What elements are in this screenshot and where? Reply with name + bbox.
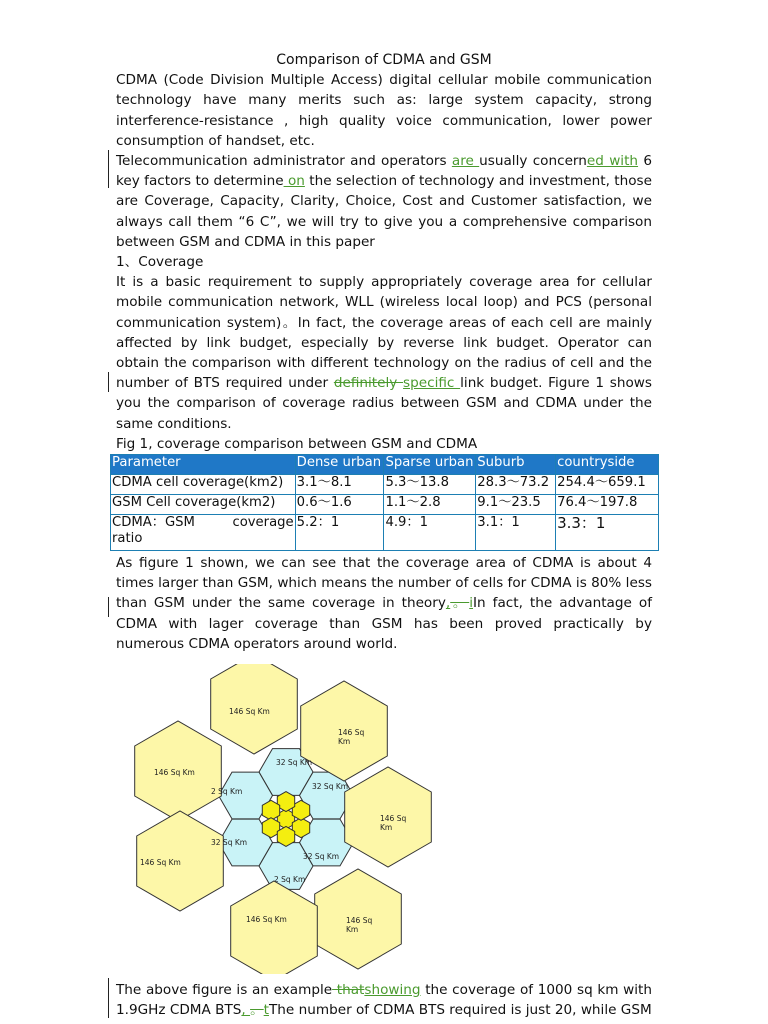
revision-bar: [108, 597, 109, 617]
insertion-mark: showing: [364, 982, 421, 999]
text-run: It is a basic requirement to supply appropriately coverage area for cellular mobile communication network, WLL (wireless local loop) and PCS (personal communication system)。In fact, the coverage areas of each cell are mainly affected by link budget, especially by reverse link budget. Operator can obtain the comparison with different technology on the radius of cell and the number of BTS required under: [116, 274, 652, 392]
hexagon-label: 32 Sq Km: [276, 758, 313, 768]
hexagon-label: 146 Sq: [338, 728, 365, 738]
insertion-mark: ,: [445, 595, 451, 612]
table-cell: 76.4～197.8: [556, 495, 659, 515]
deletion-mark: 。: [450, 595, 470, 612]
table-cell: 0.6～1.6: [295, 495, 384, 515]
text-run: As figure 1 shown, we can see that the coverage area of CDMA is about 4 times larger than GSM, which means the number of cells for CDMA is 80% less than GSM under the same coverage in theory: [116, 555, 652, 612]
deletion-mark: 。: [250, 1002, 264, 1019]
section-heading-coverage: 1、Coverage: [116, 254, 204, 271]
text-run: coverage: [232, 515, 294, 531]
figure-caption: Fig 1, coverage comparison between GSM and CDMA: [116, 435, 478, 452]
deletion-mark: definitely: [333, 375, 404, 392]
insertion-mark: i: [469, 595, 474, 612]
table-cell: 3.1～8.1: [295, 475, 384, 495]
hexagon-label: Km: [346, 925, 359, 935]
table-header-cell: Parameter: [111, 455, 296, 475]
text-run: 6 key factors to determine: [116, 153, 652, 190]
revision-bar: [108, 978, 109, 1018]
insertion-mark: t: [263, 1002, 269, 1019]
table-cell: 3.3：1: [556, 515, 659, 551]
hexagon-label: 146 Sq Km: [140, 858, 181, 868]
text-run: the selection of technology and investment, those are Coverage, Capacity, Clarity, Choice, Cost and Customer satisfaction, we always call them “6 C”, we will try to give you a comprehensive comparison between GSM and CDMA in this paper: [116, 173, 652, 250]
insertion-mark: specific: [403, 375, 461, 392]
table-header-cell: countryside: [556, 455, 659, 475]
hexagon-label: 146 Sq Km: [246, 915, 287, 925]
text-run: Telecommunication administrator and operators: [116, 153, 452, 170]
factors-paragraph: [116, 151, 652, 252]
deletion-mark: that: [332, 982, 365, 999]
insertion-mark: ,: [241, 1002, 251, 1019]
revision-bar: [108, 372, 109, 392]
hexagon-label: Km: [338, 737, 351, 747]
table-cell: 4.9：1: [384, 515, 476, 551]
hexagon-label: 32 Sq Km: [303, 852, 340, 862]
hexagon-label: 146 Sq Km: [229, 707, 270, 717]
table-row: [111, 475, 659, 495]
table-cell: 5.2：1: [295, 515, 384, 551]
table-cell: CDMA cell coverage(km2): [111, 475, 296, 495]
table-header-cell: Dense urban: [295, 455, 384, 475]
coverage-paragraph: [116, 272, 652, 434]
table-cell: 1.1～2.8: [384, 495, 476, 515]
text-run: usually concern: [479, 153, 587, 170]
document-page: [112, 0, 653, 1020]
text-run: link budget. Figure 1 shows you the comparison of coverage radius between GSM and CDMA under the same conditions.: [116, 375, 652, 432]
table-header-cell: Suburb: [476, 455, 556, 475]
table-cell: 9.1～23.5: [476, 495, 556, 515]
intro-paragraph: CDMA (Code Division Multiple Access) digital cellular mobile communication technology have many merits such as: large system capacity, strong interference-resistance , high quality voice communication, lower power consumption of handset, etc.: [116, 72, 652, 149]
coverage-table: [110, 454, 659, 551]
document-title: Comparison of CDMA and GSM: [276, 52, 492, 68]
table-header-row: [111, 455, 659, 475]
table-cell: 28.3～73.2: [476, 475, 556, 495]
table-cell: GSM Cell coverage(km2): [111, 495, 296, 515]
text-run: the coverage of 1000 sq km with 1.9GHz CDMA BTS: [116, 982, 652, 1019]
table-cell: 254.4～659.1: [556, 475, 659, 495]
hexagon-label: 146 Sq: [346, 916, 373, 926]
insertion-mark: ed with: [586, 153, 639, 170]
text-run: ratio: [112, 531, 143, 547]
insertion-mark: are: [451, 153, 480, 170]
hexagon-label: 2 Sq Km: [211, 787, 243, 797]
table-cell: 3.1：1: [476, 515, 556, 551]
hexagon-label: 146 Sq Km: [154, 768, 195, 778]
revision-bar: [108, 150, 109, 188]
hexagon-label: 146 Sq: [380, 814, 407, 824]
hexagon-label: 32 Sq Km: [312, 782, 349, 792]
hexagon-label: Km: [380, 823, 393, 833]
text-run: The above figure is an example: [116, 982, 333, 999]
table-row: [111, 495, 659, 515]
ratio-label-line: [112, 515, 294, 531]
insertion-mark: on: [283, 173, 305, 190]
text-run: The number of CDMA BTS required is just 20, while GSM: [269, 1002, 652, 1019]
hexagon-coverage-figure: [116, 664, 446, 974]
example-paragraph: [116, 980, 652, 1020]
hexagon-label: 2 Sq Km: [274, 875, 306, 885]
text-run: In fact, the advantage of CDMA with lager coverage than GSM has been proved practically by numerous CDMA operators around world.: [116, 595, 653, 652]
table-header-cell: Sparse urban: [384, 455, 476, 475]
analysis-paragraph: [116, 553, 652, 654]
hexagon-diagram: [116, 664, 446, 974]
table-cell: [111, 515, 296, 551]
large-hexagon: [231, 881, 318, 974]
table-cell: 5.3～13.8: [384, 475, 476, 495]
text-run: CDMA：GSM: [112, 515, 195, 531]
hexagon-label: 32 Sq Km: [211, 838, 248, 848]
small-hexagon: [277, 826, 294, 846]
table-row: [111, 515, 659, 551]
